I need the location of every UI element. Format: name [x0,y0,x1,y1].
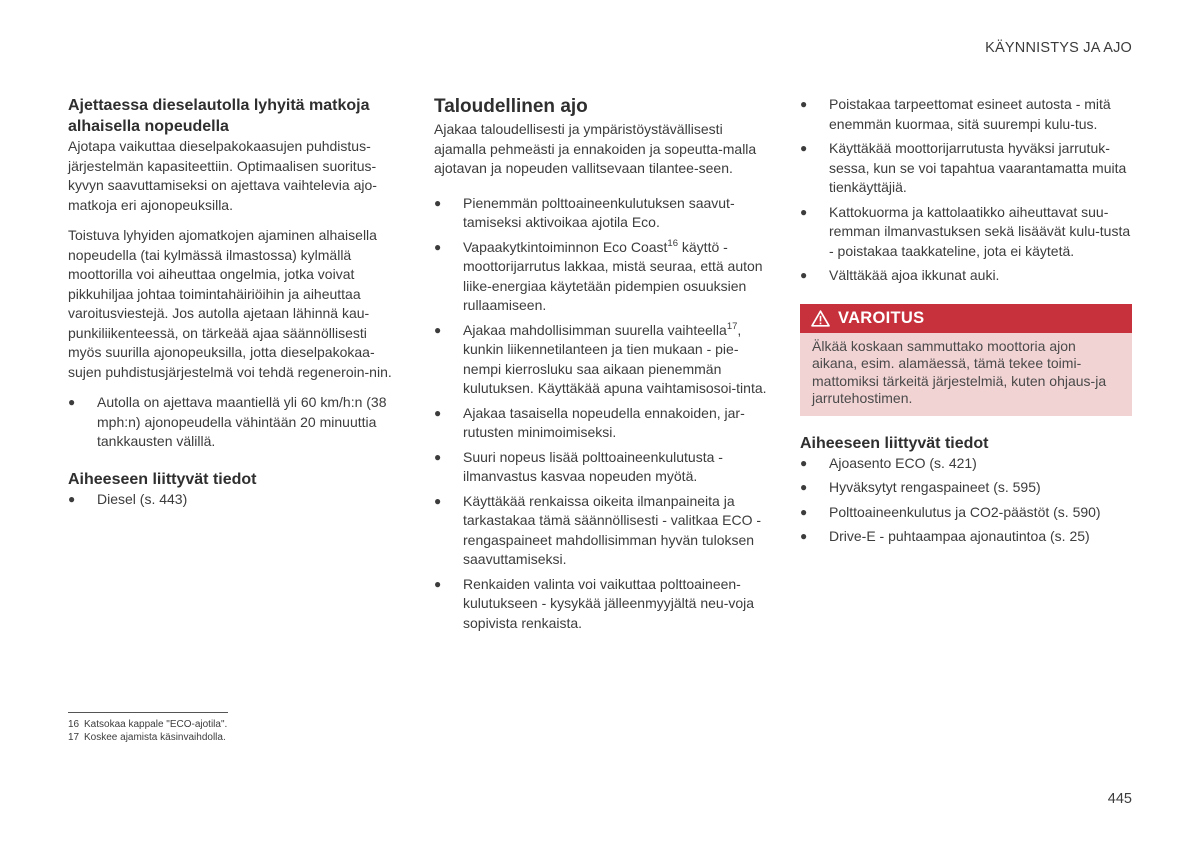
bullet-icon: ● [434,576,442,591]
related-link-fuel-consumption[interactable]: ● Polttoaineenkulutus ja CO2-päästöt (s. 590) [800,503,1132,523]
bullet-icon: ● [434,405,442,420]
list-item: ● Ajakaa mahdollisimman suurella vaihteella$^{17}$, kunkin liikennetilanteen ja tien mukaan - pie-nempi kierrosluku saa aikaan pienemmän kulutuksen. Käyttäkää apuna vaihtamisosoi-tinta. [434,320,767,396]
footnote-ref-16[interactable]: 16 [667,237,678,249]
warning-title: VAROITUS [838,308,925,327]
list-item: ● Autolla on ajettava maantiellä yli 60 km/h:n (38 mph:n) ajonopeudella vähintään 20 minuuttia tankkausten välillä. [68,394,387,449]
list-item: ● Suuri nopeus lisää polttoaineenkulutusta - ilmanvastus kasvaa nopeuden myötä. [434,448,723,484]
bullet-icon: ● [800,455,808,470]
related-link-eco-mode[interactable]: ● Ajoasento ECO (s. 421) [800,454,1132,474]
bullet-icon: ● [434,322,442,337]
bullet-icon: ● [800,480,808,494]
column-right [800,95,1132,547]
bullet-list [434,194,768,634]
bullet-list [68,393,398,452]
bullet-icon: ● [800,204,808,219]
list-item: ● Renkaiden valinta voi vaikuttaa polttoaineen-kulutukseen - kysykää jälleenmyyjältä neu-voja sopivista renkaista. [434,575,755,631]
list-item: ● Ajakaa tasaisella nopeudella ennakoiden, jar-rutusten minimoimiseksi. [434,404,745,440]
list-item: ● Käyttäkää renkaissa oikeita ilmanpaineita ja tarkastakaa tämä säännöllisesti - valitkaa ECO -rengaspaineet mahdollisimman hyvän tuloksen saavuttamiseksi. [434,492,762,567]
paragraph: Toistuva lyhyiden ajomatkojen ajaminen alhaisella nopeudella (tai kylmässä ilmastossa) kylmällä moottorilla voi aiheuttaa ongelmia, jotka voivat pikkuhiljaa johtaa toimintahäiriöihin ja aiheuttaa varoitusviestejä. Jos autolla ajetaan lähinnä kau-punkiliikenteessä, on tärkeää ajaa säännöllisesti myös suurilla ajonopeuksilla, jotta dieselpakokaa-sujen puhdistusjärjestelmä voi tehdä regeneroin-nin. [68,227,392,380]
related-link-drive-e[interactable]: ● Drive-E - puhtaampaa ajonautintoa (s. 25) [800,527,1132,547]
related-list [800,454,1132,547]
running-header: KÄYNNISTYS JA AJO [985,40,1132,56]
related-list [68,490,398,510]
bullet-icon: ● [68,395,76,409]
list-item: ● Kattokuorma ja kattolaatikko aiheuttavat suu-remman ilmanvastuksen sekä lisäävät kulu-tusta - poistakaa taakkateline, jota ei käytetä. [800,203,1131,259]
list-item: ● Välttäkää ajoa ikkunat auki. [800,266,1132,286]
list-item: ● Vapaakytkintoiminnon Eco Coast$^{16}$ käyttö - moottorijarrutus lakkaa, mistä seuraa, että auton liike-energiaa käytetään pidempien osuuksien rullaamiseen. [434,237,763,313]
footnote-divider [68,712,228,713]
economical-driving-heading: Taloudellinen ajo [434,96,588,117]
bullet-icon: ● [68,491,76,506]
related-link-tyre-pressures[interactable]: ● Hyväksytyt rengaspaineet (s. 595) [800,478,1132,498]
related-link-diesel[interactable]: ● Diesel (s. 443) [68,490,398,510]
bullet-list [800,95,1132,286]
footnote-16: 16 Katsokaa kappale "ECO-ajotila". [68,719,228,730]
column-middle [434,95,768,633]
warning-box [800,304,1132,416]
related-info-heading: Aiheeseen liittyvät tiedot [68,470,257,488]
bullet-icon: ● [434,239,442,254]
bullet-icon: ● [434,195,442,210]
bullet-icon: ● [800,97,808,111]
footnotes [68,718,227,744]
warning-triangle-icon [811,310,830,327]
warning-body [800,333,1132,416]
footnote-ref-17[interactable]: 17 [726,320,738,332]
bullet-icon: ● [800,268,808,282]
list-item: ● Poistakaa tarpeettomat esineet autosta - mitä enemmän kuormaa, sitä suurempi kulu-tus. [800,96,1111,132]
bullet-icon: ● [434,449,442,464]
bullet-icon: ● [800,529,808,543]
bullet-icon: ● [434,493,442,508]
footnote-17: 17 Koskee ajamista käsinvaihdolla. [68,732,226,743]
list-item: ● Käyttäkää moottorijarrutusta hyväksi jarrutuk-sessa, kun se voi tapahtua vaarantamatta muita tienkäyttäjiä. [800,140,1127,195]
diesel-short-trips-heading: Ajettaessa dieselautolla lyhyitä matkoja alhaisella nopeudella [68,97,370,135]
bullet-icon: ● [800,141,808,155]
column-left [68,95,398,509]
paragraph: Ajotapa vaikuttaa dieselpakokaasujen puhdistus-järjestelmän kapasiteettiin. Optimaalisen suoritus-kyvyn saavuttamiseksi on ajettava vaihtelevia ajo-matkoja eri ajonopeuksilla. [68,138,377,213]
related-info-heading: Aiheeseen liittyvät tiedot [800,434,989,452]
intro-paragraph: Ajakaa taloudellisesti ja ympäristöystävällisesti ajamalla pehmeästi ja ennakoiden ja sopeutta-malla ajotavan ja nopeuden vallitsevaan tilantee-seen. [434,121,757,176]
warning-text: Älkää koskaan sammuttako moottoria ajon aikana, esim. alamäessä, tämä tekee toimi-mattomiksi tärkeitä järjestelmiä, kuten ohjaus-ja jarrutehostimen. [812,337,1107,406]
page-number: 445 [1107,791,1132,807]
list-item: ● Pienemmän polttoaineenkulutuksen saavut-tamiseksi aktivoikaa ajotila Eco. [434,194,735,230]
warning-header [800,304,1132,333]
bullet-icon: ● [800,504,808,519]
